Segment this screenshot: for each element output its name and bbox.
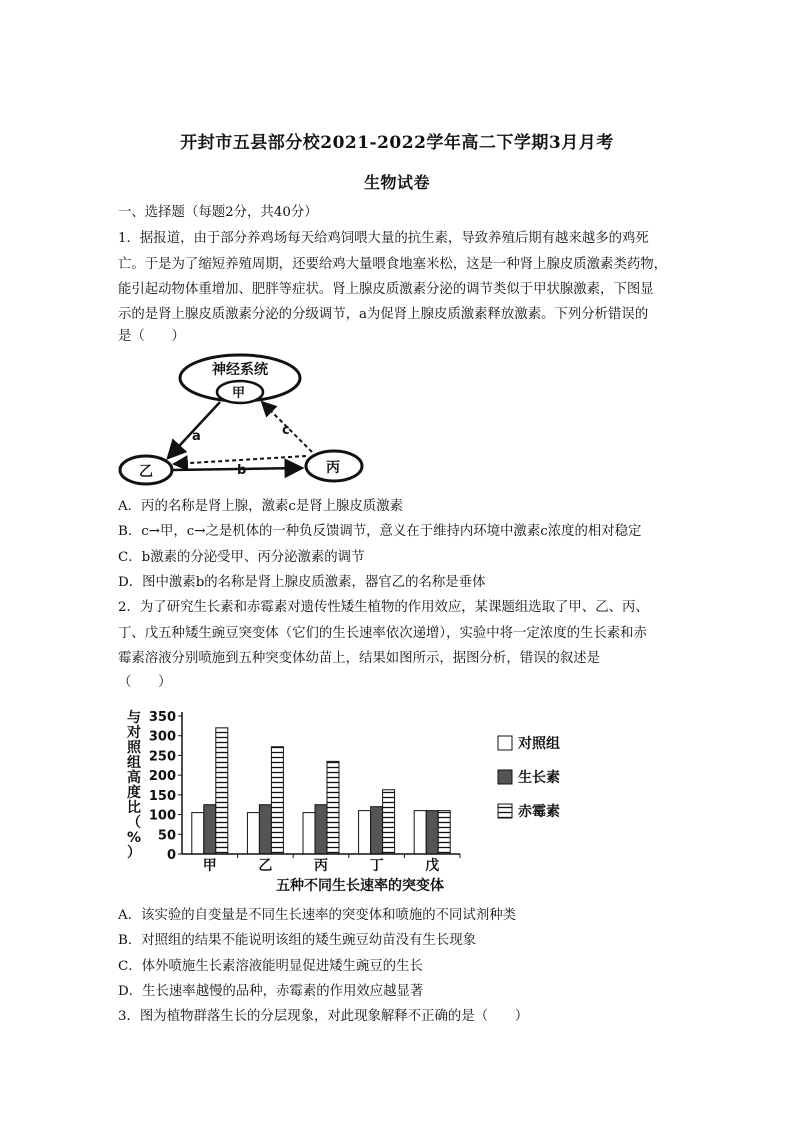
y-axis-label-char: 照: [127, 740, 141, 756]
legend-label: 对照组: [518, 736, 560, 752]
q1-line-2: 亡。于是为了缩短养殖周期，还要给鸡大量喂食地塞米松，这是一种肾上腺皮质激素类药物，: [118, 257, 668, 272]
bar-control: [359, 811, 371, 854]
bar-control: [192, 813, 204, 854]
x-tick-label: 丙: [314, 858, 328, 874]
q1-line-3: 能引起动物体重增加、肥胖等症状。肾上腺皮质激素分泌的调节类似于甲状腺激素，下图显: [118, 282, 654, 297]
q1-line-1: 1．据报道，由于部分养鸡场每天给鸡饲喂大量的抗生素，导致养殖后期有越来越多的鸡死: [118, 231, 649, 246]
exam-title: 开封市五县部分校2021-2022学年高二下学期3月月考: [180, 133, 614, 153]
q2-option-c: C．体外喷施生长素溶液能明显促进矮生豌豆的生长: [118, 959, 423, 974]
q1-line-5: 是（ ）: [118, 329, 185, 344]
x-tick-label: 乙: [258, 858, 273, 874]
y-tick-label: 50: [157, 828, 176, 844]
q2-line-2: 丁、戊五种矮生豌豆突变体（它们的生长速率依次递增），实验中将一定浓度的生长素和赤: [118, 626, 647, 641]
y-axis-label-char: （: [127, 815, 141, 831]
bar-gibberellin: [438, 811, 450, 854]
legend-label: 生长素: [518, 770, 560, 786]
q2-line-4: （ ）: [118, 675, 172, 690]
legend-label: 赤霉素: [518, 804, 560, 820]
hormone-regulation-diagram: [112, 350, 372, 490]
y-tick-label: 0: [166, 848, 176, 863]
y-tick-label: 200: [148, 769, 176, 785]
y-axis-label-char: %: [126, 830, 142, 846]
bar-control: [303, 813, 315, 854]
legend-swatch: [498, 804, 512, 818]
label-a: a: [192, 429, 201, 444]
x-tick-label: 丁: [369, 858, 384, 874]
yi-label: 乙: [139, 464, 153, 480]
q2-line-1: 2．为了研究生长素和赤霉素对遗传性矮生植物的作用效应，某课题组选取了甲、乙、丙、: [118, 600, 649, 615]
q3-line-1: 3．图为植物群落生长的分层现象，对此现象解释不正确的是（ ）: [118, 1009, 529, 1024]
y-axis-label-char: 度: [127, 785, 141, 801]
bar-control: [414, 811, 426, 854]
y-axis-label-char: 高: [127, 770, 141, 786]
bar-auxin: [426, 811, 438, 854]
y-axis-label-char: 组: [127, 755, 141, 771]
chart-legend: [498, 735, 560, 820]
exam-subtitle: 生物试卷: [363, 173, 430, 192]
legend-swatch: [498, 770, 512, 784]
q1-option-c: C．b激素的分泌受甲、丙分泌激素的调节: [118, 550, 365, 565]
jia-label: 甲: [232, 386, 246, 401]
x-tick-label: 甲: [202, 858, 217, 874]
y-axis-label-char: 比: [127, 800, 141, 816]
x-tick-label: 戊: [425, 858, 440, 874]
y-tick-label: 250: [148, 749, 176, 765]
y-tick-label: 350: [148, 710, 176, 725]
section-heading: 一、选择题（每题2分，共40分）: [118, 205, 318, 220]
y-tick-label: 300: [148, 729, 176, 745]
bar-auxin: [259, 805, 271, 854]
q2-line-3: 霉素溶液分别喷施到五种突变体幼苗上，结果如图所示，据图分析，错误的叙述是: [118, 651, 601, 666]
q1-option-d: D．图中激素b的名称是肾上腺皮质激素，器官乙的名称是垂体: [118, 575, 486, 590]
bing-label: 丙: [326, 460, 340, 476]
x-axis-label: 五种不同生长速率的突变体: [276, 878, 444, 894]
nervous-system-label: 神经系统: [212, 362, 268, 378]
q1-option-a: A．丙的名称是肾上腺，激素c是肾上腺皮质激素: [118, 499, 403, 514]
legend-swatch: [498, 736, 512, 750]
q2-option-d: D．生长速率越慢的品种，赤霉素的作用效应越显著: [118, 984, 424, 999]
q2-option-b: B．对照组的结果不能说明该组的矮生豌豆幼苗没有生长现象: [118, 933, 476, 948]
y-axis-label: [126, 709, 142, 861]
y-tick-label: 100: [148, 808, 176, 824]
bar-auxin: [204, 805, 216, 854]
growth-ratio-bar-chart: [120, 700, 600, 900]
y-axis-label-char: ）: [127, 845, 141, 861]
q1-line-4: 示的是肾上腺皮质激素分泌的分级调节，a为促肾上腺皮质激素释放激素。下列分析错误的: [118, 307, 649, 322]
bar-control: [247, 813, 259, 854]
q2-option-a: A．该实验的自变量是不同生长速率的突变体和喷施的不同试剂种类: [118, 908, 516, 923]
bar-gibberellin: [271, 747, 283, 854]
y-tick-label: 150: [148, 788, 176, 804]
bar-gibberellin: [216, 728, 228, 854]
bar-gibberellin: [327, 761, 339, 854]
bar-gibberellin: [383, 790, 395, 854]
bar-auxin: [315, 805, 327, 854]
label-b: b: [237, 463, 247, 478]
y-axis-label-char: 对: [127, 725, 141, 741]
y-axis-label-char: 与: [127, 710, 141, 726]
bar-auxin: [371, 807, 383, 854]
label-c: c: [282, 423, 290, 438]
q1-option-b: B．c→甲，c→之是机体的一种负反馈调节，意义在于维持内环境中激素c浓度的相对稳定: [118, 524, 642, 539]
